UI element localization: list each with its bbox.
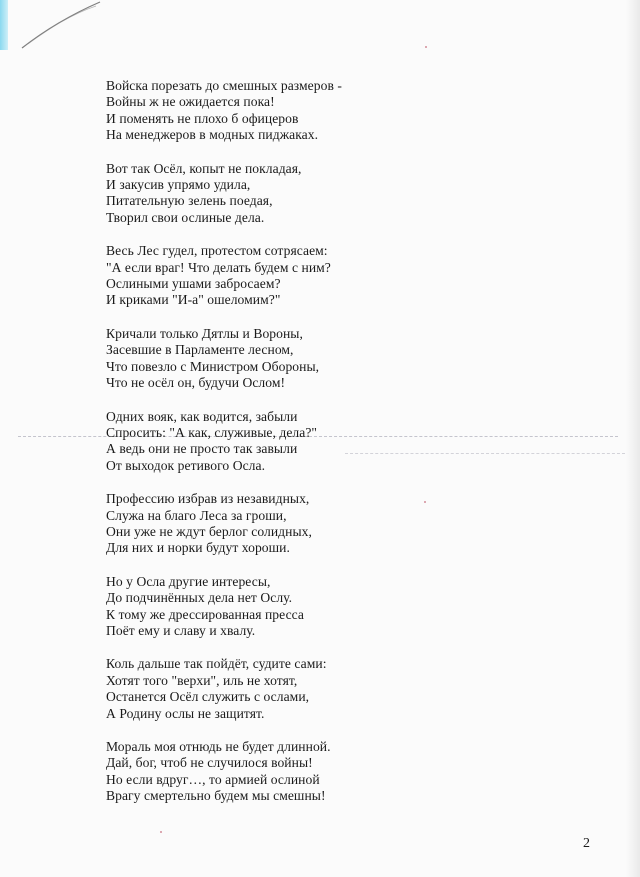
- poem-line: Коль дальше так пойдёт, судите сами:: [106, 656, 327, 672]
- poem-line: Войска порезать до смешных размеров -: [106, 78, 342, 93]
- poem-line: Для них и норки будут хороши.: [106, 540, 290, 556]
- stanza: [106, 656, 406, 722]
- stanza: [106, 491, 406, 557]
- scan-speck: [424, 501, 426, 503]
- poem-line: Что не осёл он, будучи Ослом!: [106, 375, 286, 391]
- poem-line: Но если вдруг…, то армией ослиной: [106, 771, 320, 787]
- stanza: [106, 574, 406, 640]
- poem-line: Поёт ему и славу и хвалу.: [106, 622, 256, 638]
- poem-line: Засевшие в Парламенте лесном,: [106, 342, 294, 358]
- poem-line: "А если враг! Что делать будем с ним?: [106, 259, 331, 275]
- poem-line: Что повезло с Министром Обороны,: [106, 358, 320, 374]
- poem-line: Хотят того "верхи", иль не хотят,: [106, 672, 298, 688]
- stanza: [106, 161, 406, 227]
- poem-line: Творил свои ослиные дела.: [106, 209, 265, 225]
- stanza: [106, 78, 406, 144]
- poem-line: Питательную зелень поедая,: [106, 193, 273, 209]
- poem-line: От выходок ретивого Осла.: [106, 457, 266, 473]
- poem-line: Кричали только Дятлы и Вороны,: [106, 325, 303, 341]
- scan-speck: [425, 46, 427, 48]
- poem-line: На менеджеров в модных пиджаках.: [106, 127, 319, 143]
- poem-line: Но у Осла другие интересы,: [106, 573, 271, 589]
- poem-line: До подчинённых дела нет Ослу.: [106, 590, 293, 606]
- poem-line: К тому же дрессированная пресса: [106, 606, 304, 622]
- poem-line: Спросить: "А как, служивые, дела?": [106, 424, 318, 440]
- poem-line: Одних вояк, как водится, забыли: [106, 408, 298, 424]
- stanza: [106, 243, 406, 309]
- poem-line: Дай, бог, чтоб не случилося войны!: [106, 755, 313, 771]
- stanza: [106, 326, 406, 392]
- corner-fold-mark: [0, 0, 110, 60]
- poem-line: Врагу смертельно будем мы смешны!: [106, 788, 326, 804]
- stanza: [106, 409, 406, 475]
- poem-line: А ведь они не просто так завыли: [106, 441, 298, 457]
- poem-line: И поменять не плохо б офицеров: [106, 110, 299, 126]
- poem-line: Они уже не ждут берлог солидных,: [106, 523, 312, 539]
- scan-speck: [160, 831, 162, 833]
- poem-line: И криками "И-а" ошеломим?": [106, 292, 281, 308]
- poem-line: Останется Осёл служить с ослами,: [106, 689, 310, 705]
- poem-line: И закусив упрямо удила,: [106, 177, 251, 193]
- stanza: [106, 739, 406, 805]
- poem-body: [106, 78, 406, 822]
- scan-right-edge: [626, 0, 640, 877]
- poem-line: Вот так Осёл, копыт не покладая,: [106, 160, 302, 176]
- page-number: 2: [583, 836, 590, 851]
- poem-line: Войны ж не ожидается пока!: [106, 94, 275, 110]
- poem-line: Весь Лес гудел, протестом сотрясаем:: [106, 243, 328, 259]
- poem-line: Служа на благо Леса за гроши,: [106, 507, 287, 523]
- poem-line: Ослиными ушами забросаем?: [106, 276, 281, 292]
- poem-line: Мораль моя отнюдь не будет длинной.: [106, 739, 331, 754]
- poem-line: А Родину ослы не защитят.: [106, 705, 265, 721]
- poem-line: Профессию избрав из незавидных,: [106, 491, 310, 507]
